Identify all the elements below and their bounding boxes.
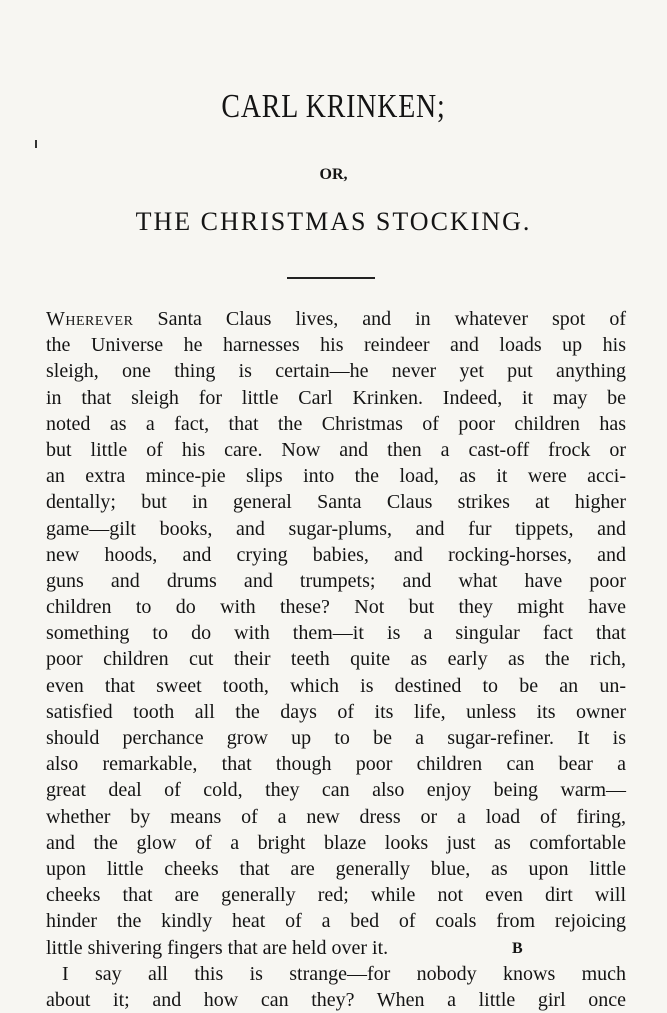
chapter-title: CARL KRINKEN; [221, 88, 446, 125]
text-line: noted as a fact, that the Christmas of poor children has [46, 412, 626, 435]
text-line: satisfied tooth all the days of its life, unless its owner [46, 700, 626, 723]
text-line: new hoods, and crying babies, and rocking-horses, and [46, 543, 626, 566]
text-line: guns and drums and trumpets; and what have poor [46, 569, 626, 592]
margin-mark [35, 140, 37, 148]
text-line: also remarkable, that though poor children can bear a [46, 753, 626, 776]
text-line: I say all this is strange—for nobody knows much [62, 962, 626, 985]
title-conjunction: OR, [319, 166, 348, 183]
text-line: cheeks that are generally red; while not even dirt will [46, 884, 626, 907]
text-line: about it; and how can they? When a little girl once [46, 988, 626, 1011]
text-line: the Universe he harnesses his reindeer and loads up his [46, 334, 626, 357]
text-line: in that sleigh for little Carl Krinken. Indeed, it may be [46, 386, 626, 409]
text-line: but little of his care. Now and then a cast-off frock or [46, 438, 626, 461]
text-line: Wherever Santa Claus lives, and in whatever spot of [46, 308, 626, 330]
text-line: should perchance grow up to be a sugar-refiner. It is [46, 727, 626, 749]
text-line: hinder the kindly heat of a bed of coals from rejoicing [46, 910, 626, 933]
title-rule [287, 277, 375, 279]
signature-mark: B [512, 940, 523, 957]
text-line: something to do with them—it is a singular fact that [46, 622, 626, 645]
text-line: whether by means of a new dress or a load of firing, [46, 805, 626, 828]
text-line: an extra mince-pie slips into the load, as it were acci- [46, 465, 626, 488]
opening-word: Wherever [46, 308, 134, 330]
text-line: great deal of cold, they can also enjoy being warm— [46, 779, 626, 802]
text-line: even that sweet tooth, which is destined to be an un- [46, 674, 626, 697]
text-line: upon little cheeks that are generally blue, as upon little [46, 857, 626, 880]
text-line: little shivering fingers that are held over it. [46, 936, 389, 959]
text-line: and the glow of a bright blaze looks just as comfortable [46, 831, 626, 854]
text-line: sleigh, one thing is certain—he never yet put anything [46, 360, 626, 383]
text-line: dentally; but in general Santa Claus strikes at higher [46, 491, 626, 514]
chapter-subtitle: THE CHRISTMAS STOCKING. [135, 207, 532, 236]
body-text [46, 306, 626, 1013]
text-line: children to do with these? Not but they might have [46, 596, 626, 619]
text-line: game—gilt books, and sugar-plums, and fur tippets, and [46, 517, 626, 540]
text-line: poor children cut their teeth quite as early as the rich, [46, 648, 626, 671]
